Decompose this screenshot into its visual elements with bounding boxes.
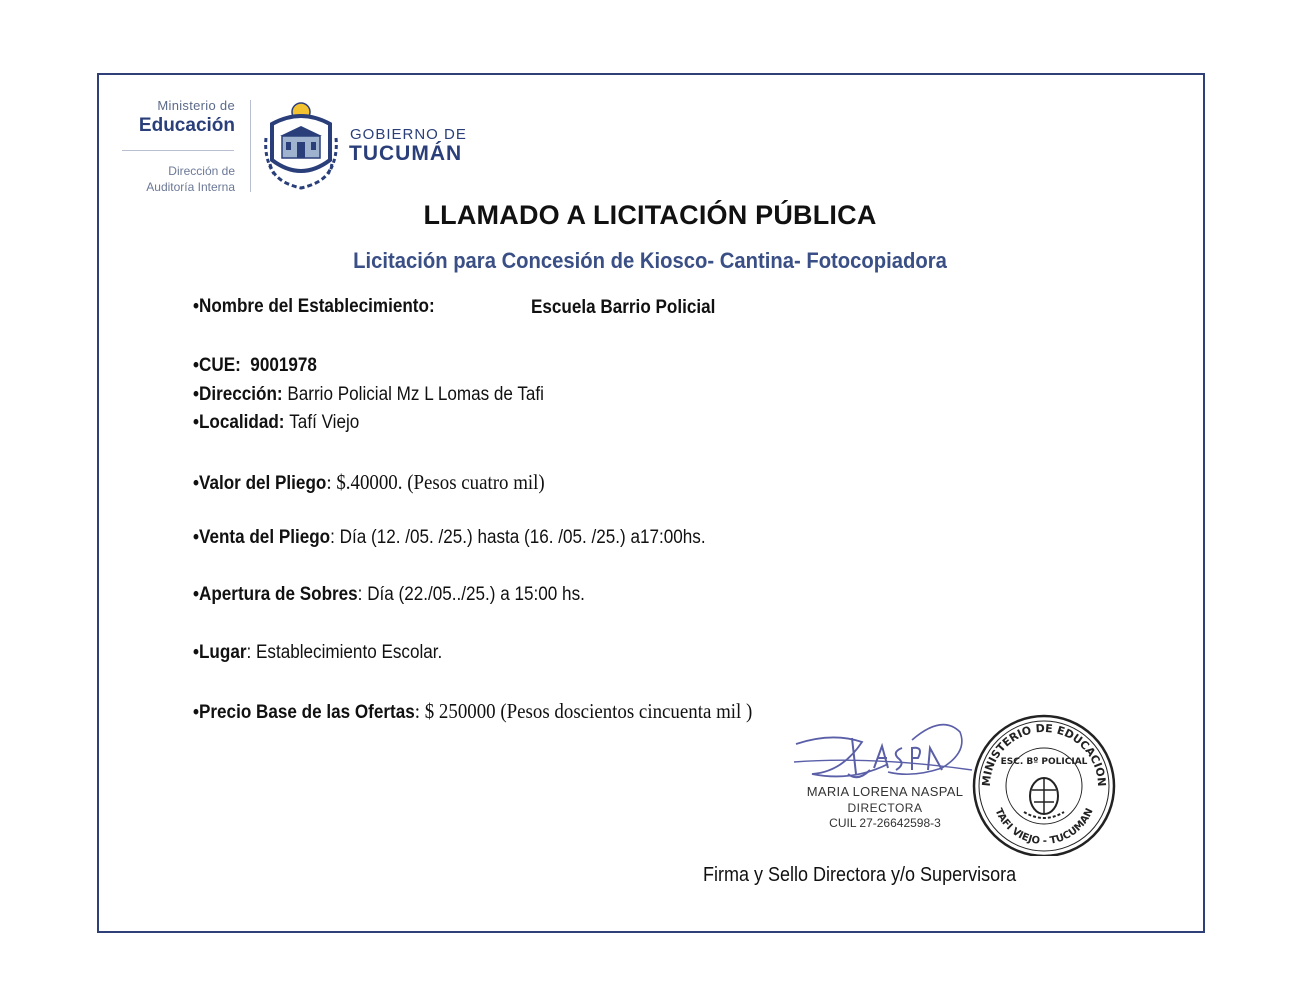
nombre-row	[193, 296, 435, 318]
localidad-row	[193, 412, 359, 434]
bullet-icon: •	[193, 702, 199, 723]
direccion-value: Barrio Policial Mz L Lomas de Tafi	[287, 384, 544, 405]
cue-row	[193, 355, 317, 377]
apertura-label: Apertura de Sobres	[198, 584, 358, 605]
cue-label: CUE:	[198, 355, 241, 376]
direccion-label: Dirección de	[168, 164, 235, 178]
venta-row	[193, 527, 706, 549]
signature-name: MARIA LORENA NASPAL	[806, 784, 964, 799]
firma-label: Firma y Sello Directora y/o Supervisora	[703, 864, 1017, 886]
bullet-icon: •	[193, 473, 199, 494]
cue-value: 9001978	[250, 355, 317, 376]
precio-value: : $ 250000 (Pesos doscientos cincuenta mil )	[414, 699, 753, 723]
ministerio-label: Ministerio de	[157, 98, 235, 113]
nombre-value-row	[531, 297, 715, 319]
lugar-value: : Establecimiento Escolar.	[246, 642, 443, 663]
tucuman-label: TUCUMÁN	[349, 142, 463, 165]
localidad-label: Localidad:	[198, 412, 285, 433]
signature-role: DIRECTORA	[847, 801, 923, 815]
bullet-icon: •	[193, 355, 199, 376]
document-title: LLAMADO A LICITACIÓN PÚBLICA	[423, 200, 877, 230]
bullet-icon: •	[193, 642, 199, 663]
valor-label: Valor del Pliego	[198, 473, 327, 494]
valor-value: : $.40000. (Pesos cuatro mil)	[326, 470, 545, 494]
nombre-value: Escuela Barrio Policial	[531, 297, 716, 318]
ministerio-divider	[122, 150, 234, 151]
bullet-icon: •	[193, 584, 199, 605]
bullet-icon: •	[193, 412, 199, 433]
lugar-row	[193, 642, 442, 664]
lugar-label: Lugar	[198, 642, 247, 663]
bullet-icon: •	[193, 296, 199, 317]
gobierno-label: GOBIERNO DE	[350, 126, 467, 143]
bullet-icon: •	[193, 527, 199, 548]
nombre-label: Nombre del Establecimiento:	[198, 296, 435, 317]
official-stamp	[968, 712, 1120, 856]
stamp-bottom-text: TAFI VIEJO - TUCUMAN	[992, 806, 1096, 848]
apertura-value: : Día (22./05../25.) a 15:00 hs.	[357, 584, 585, 605]
venta-label: Venta del Pliego	[198, 527, 331, 548]
auditoria-label: Auditoría Interna	[146, 180, 235, 194]
venta-value: : Día (12. /05. /25.) hasta (16. /05. /25.) a17:00hs.	[330, 527, 706, 548]
signature-cuil: CUIL 27-26642598-3	[829, 816, 941, 830]
ministerio-educacion-label: Educación	[138, 115, 235, 136]
header-separator	[250, 100, 251, 192]
handwritten-signature	[792, 712, 977, 790]
localidad-value: Tafí Viejo	[289, 412, 360, 433]
stamp-top-text: MINISTERIO DE EDUCACION	[979, 721, 1109, 787]
valor-row	[193, 470, 545, 495]
stamp-inner-text: ESC. Bº POLICIAL	[1000, 757, 1088, 767]
bullet-icon: •	[193, 384, 199, 405]
direccion-label: Dirección:	[198, 384, 283, 405]
tucuman-shield-logo	[262, 98, 340, 194]
apertura-row	[193, 584, 585, 606]
direccion-row	[193, 384, 544, 406]
precio-row	[193, 699, 752, 724]
document-subtitle: Licitación para Concesión de Kiosco- Cantina- Fotocopiadora	[353, 248, 947, 273]
precio-label: Precio Base de las Ofertas	[198, 702, 415, 723]
